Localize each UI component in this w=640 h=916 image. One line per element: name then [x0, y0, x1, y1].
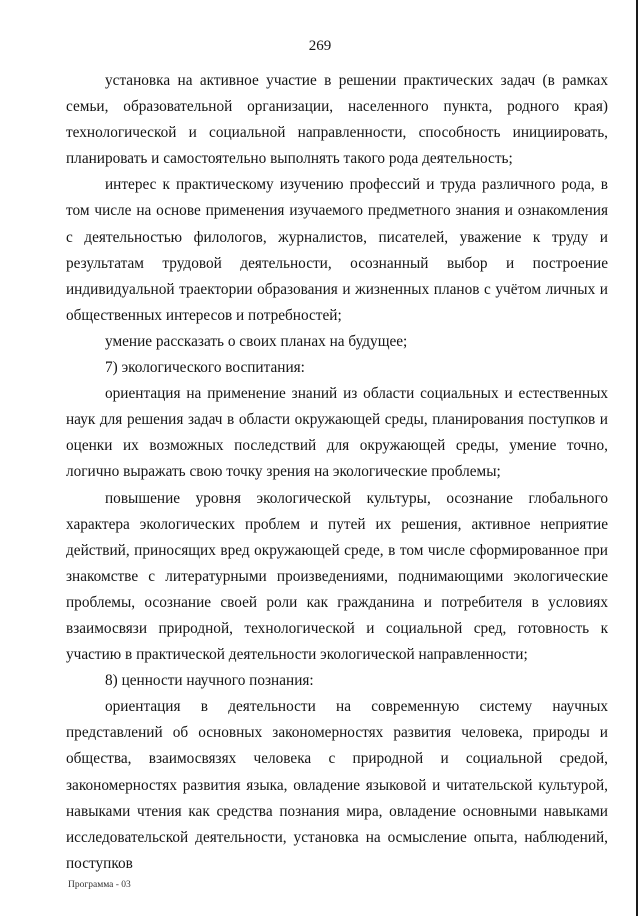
heading-ecological-education: 7) экологического воспитания:: [105, 359, 305, 377]
page-footer: Программа - 03: [68, 880, 131, 890]
paragraph-professions-interest: интерес к практическому изучению профессий и труда различного рода, в том числе на основе применения изучаемого предметного знания и ознакомления с деятельностью филологов, журналистов, писателей, уважение к труду и результатам трудовой деятельности, осознанный выбор и построение индивидуальной траектории образования и жизненных планов с учётом личных и общественных интересов и потребностей;: [66, 176, 608, 324]
paragraph-ecology-knowledge: ориентация на применение знаний из области социальных и естественных наук для решения задач в области окружающей среды, планирования поступков и оценки их возможных последствий для окружающей среды, умение точно, логично выражать свою точку зрения на экологические проблемы;: [66, 385, 608, 481]
page-number: 269: [308, 38, 332, 54]
heading-scientific-knowledge: 8) ценности научного познания:: [105, 672, 314, 690]
scan-edge-line: [636, 0, 638, 916]
paragraph-practical-tasks: установка на активное участие в решении практических задач (в рамках семьи, образовательной организации, населенного пункта, родного края) технологической и социальной направленности, способность инициировать, планировать и самостоятельно выполнять такого рода деятельность;: [66, 72, 608, 168]
paragraph-ecology-culture: повышение уровня экологической культуры, осознание глобального характера экологических проблем и путей их решения, активное неприятие действий, приносящих вред окружающей среде, в том числе сформированное при знакомстве с литературными произведениями, поднимающими экологические проблемы, осознание своей роли как гражданина и потребителя в условиях взаимосвязи природной, технологической и социальной сред, готовность к участию в практической деятельности экологической направленности;: [66, 489, 608, 664]
paragraph-future-plans: умение рассказать о своих планах на будущее;: [105, 332, 408, 350]
document-body: [66, 68, 608, 877]
paragraph-scientific-orientation: ориентация в деятельности на современную систему научных представлений об основных закономерностях развития человека, природы и общества, взаимосвязях человека с природной и социальной средой, закономерностях развития языка, овладение языковой и читательской культурой, навыками чтения как средства познания мира, овладение основными навыками исследовательской деятельности, установка на осмысление опыта, наблюдений, поступков: [66, 698, 608, 872]
